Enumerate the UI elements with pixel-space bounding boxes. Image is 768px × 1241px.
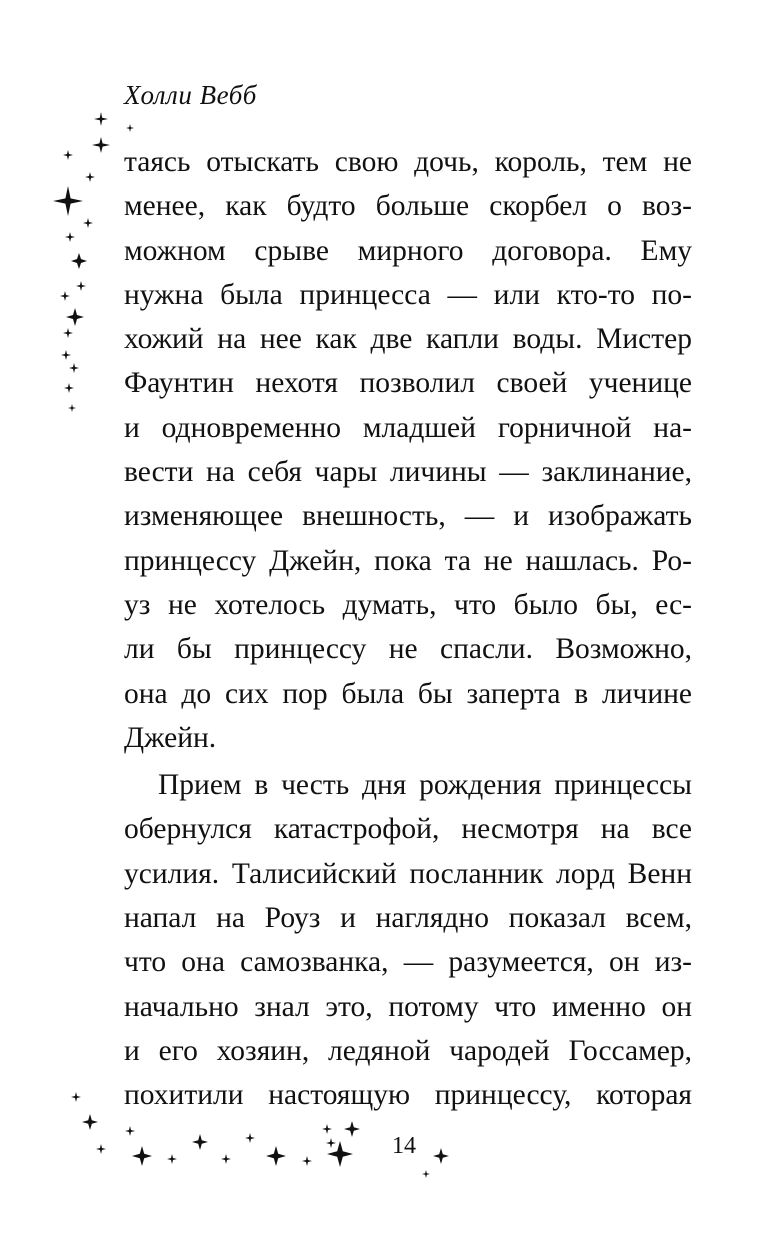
sparkle-star-icon — [76, 281, 86, 291]
running-header-author: Холли Вебб — [124, 80, 257, 110]
sparkle-star-icon — [192, 1134, 208, 1150]
text-line: ли бы принцессу не спасли. Возможно, — [124, 633, 692, 666]
text-line: и одновременно младшей горничной на- — [124, 411, 692, 444]
paragraph-first-line: Прием в честь дня рождения принцессы — [158, 769, 692, 802]
sparkle-star-icon — [82, 1114, 98, 1130]
sparkle-star-icon — [302, 1156, 312, 1166]
sparkle-star-icon — [61, 350, 71, 360]
text-line: напал на Роуз и наглядно показал всем, — [124, 902, 692, 935]
sparkle-star-icon — [63, 328, 73, 338]
sparkle-star-icon — [344, 1121, 360, 1137]
sparkle-star-icon — [125, 1126, 135, 1136]
sparkle-star-icon — [60, 291, 70, 301]
sparkle-star-icon — [167, 1154, 177, 1164]
text-line: менее, как будто больше скорбел о воз- — [124, 190, 692, 223]
text-line: похитили настоящую принцессу, которая — [124, 1079, 692, 1112]
sparkle-star-icon — [322, 1124, 332, 1134]
text-line: уз не хотелось думать, что было бы, ес- — [124, 588, 692, 621]
sparkle-star-icon — [85, 172, 95, 182]
text-line: изменяющее внешность, — и изображать — [124, 500, 692, 533]
sparkle-star-icon — [245, 1133, 255, 1143]
text-line: начально знал это, потому что именно он — [124, 990, 692, 1023]
sparkle-star-icon — [63, 150, 73, 160]
page-number: 14 — [392, 1133, 416, 1159]
sparkle-star-icon — [266, 1146, 286, 1166]
text-line: можном срыве мирного договора. Ему — [124, 234, 692, 267]
sparkle-star-icon — [64, 383, 74, 393]
sparkle-star-icon — [132, 1146, 152, 1166]
sparkle-star-icon — [96, 1144, 106, 1154]
sparkle-star-icon — [92, 137, 110, 153]
sparkle-star-icon — [327, 1141, 353, 1167]
body-text — [124, 140, 692, 1118]
text-line: Фаунтин нехотя позволил своей ученице — [124, 367, 692, 400]
text-line: таясь отыскать свою дочь, король, тем не — [124, 146, 692, 178]
text-line: что она самозванка, — разумеется, он из- — [124, 946, 692, 979]
text-line: и его хозяин, ледяной чародей Госсамер, — [124, 1034, 692, 1067]
text-line: нужна была принцесса — или кто-то по- — [124, 278, 692, 311]
text-line: хожий на нее как две капли воды. Мистер — [124, 323, 692, 356]
sparkle-star-icon — [326, 1138, 336, 1148]
text-line: усилия. Талисийский посланник лорд Венн — [124, 857, 692, 890]
sparkle-star-icon — [69, 363, 79, 373]
sparkle-star-icon — [126, 124, 134, 132]
sparkle-star-icon — [94, 112, 108, 126]
sparkle-star-icon — [71, 1092, 81, 1102]
text-line: вести на себя чары личины — заклинание, — [124, 456, 692, 489]
sparkle-star-icon — [66, 308, 84, 326]
sparkle-star-icon — [422, 1170, 430, 1178]
text-line: она до сих пор была бы заперта в личине — [124, 677, 692, 710]
sparkle-star-icon — [65, 232, 75, 242]
left-star-border — [53, 112, 134, 412]
text-line: принцессу Джейн, пока та не нашлась. Ро- — [124, 544, 692, 577]
sparkle-star-icon — [53, 186, 83, 216]
sparkle-star-icon — [71, 253, 87, 269]
text-line: обернулся катастрофой, несмотря на все — [124, 813, 692, 846]
sparkle-star-icon — [68, 404, 76, 412]
sparkle-star-icon — [83, 218, 93, 228]
sparkle-star-icon — [221, 1154, 231, 1164]
text-line: Джейн. — [124, 721, 217, 754]
sparkle-star-icon — [433, 1148, 449, 1164]
